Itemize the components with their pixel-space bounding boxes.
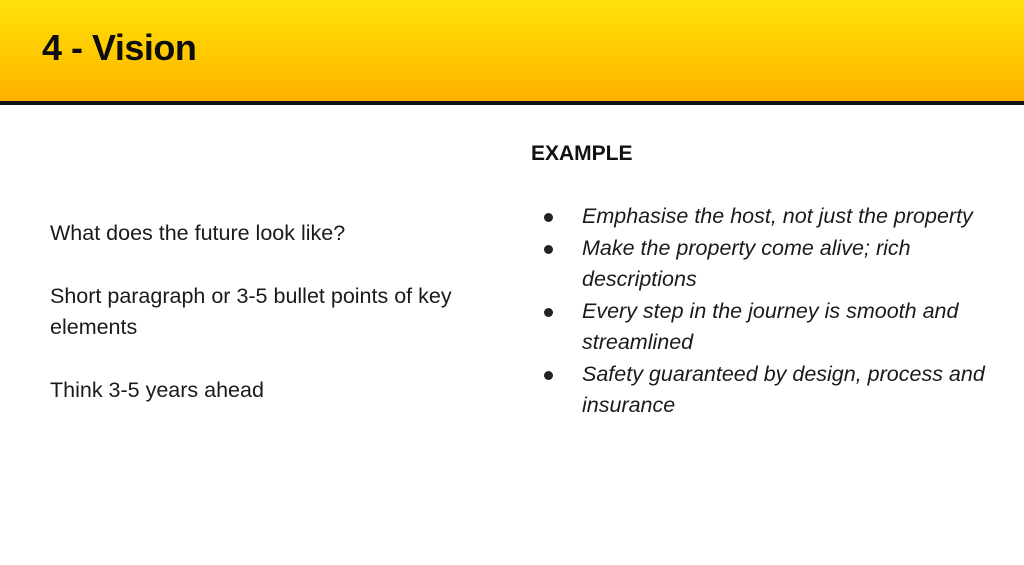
example-bullet-list [531, 201, 991, 422]
bullet-text: Safety guaranteed by design, process and insurance [582, 361, 985, 417]
bullet-text: Make the property come alive; rich descriptions [582, 235, 911, 291]
example-bullet-item [531, 233, 991, 296]
prompt-format: Short paragraph or 3-5 bullet points of key elements [50, 284, 452, 339]
example-heading: EXAMPLE [531, 142, 633, 165]
bullet-dot-icon [544, 308, 553, 317]
header-divider [0, 101, 1024, 105]
prompt-question: What does the future look like? [50, 221, 346, 245]
prompt-timeframe: Think 3-5 years ahead [50, 378, 264, 402]
bullet-text: Emphasise the host, not just the property [582, 204, 973, 228]
bullet-text: Every step in the journey is smooth and streamlined [582, 298, 959, 354]
bullet-dot-icon [544, 371, 553, 380]
example-bullet-item [531, 359, 991, 422]
bullet-dot-icon [544, 213, 553, 222]
example-column [531, 140, 991, 417]
prompt-column [50, 218, 490, 438]
header-banner [0, 0, 1024, 101]
example-bullet-item [531, 296, 991, 359]
bullet-dot-icon [544, 245, 553, 254]
slide-title: 4 - Vision [42, 27, 197, 68]
example-bullet-item [531, 201, 991, 233]
